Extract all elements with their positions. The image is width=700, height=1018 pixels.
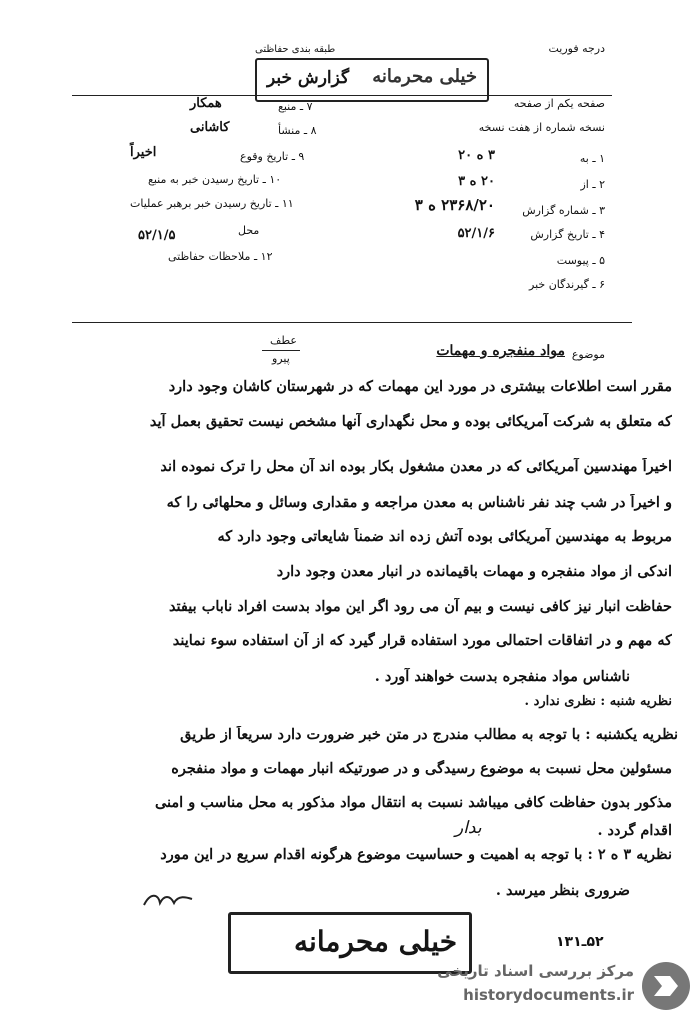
comment-line: مذکور بدون حفاظت کافی میباشد نسبت به انتقال مواد مذکور به محل مناسب و امنی [154, 794, 672, 811]
field-place-label: محل [238, 224, 260, 237]
watermark [418, 958, 696, 1014]
body-line: ناشناس مواد منفجره بدست خواهند آورد . [374, 668, 630, 685]
copy-info: نسخه شماره از هفت نسخه [478, 121, 605, 134]
field-report-date-value: ۵۲/۱/۶ [457, 226, 495, 241]
field-origin-value: کاشانی [190, 120, 230, 135]
comment-source: نظریه شنبه : نظری ندارد . [524, 694, 672, 709]
comment-line: اقدام گردد . [597, 822, 672, 839]
field-leader-received-label: ۱۱ ـ تاریخ رسیدن خبر برهبر عملیات [130, 197, 294, 210]
field-from-value: ۲۰ ه ۳ [458, 174, 495, 189]
subject-label: موضوع [571, 348, 605, 361]
peyro-label: پیرو [272, 352, 290, 365]
atf-rule [262, 350, 300, 351]
field-report-number-label: ۳ ـ شماره گزارش [522, 204, 605, 217]
body-line: مقرر است اطلاعات بیشتری در مورد این مهمات که در شهرستان کاشان وجود دارد [168, 378, 672, 395]
field-security-notes-label: ۱۲ ـ ملاحظات حفاظتی [168, 250, 273, 263]
body-line: حفاظت انبار نیز کافی نیست و بیم آن می رود اگر این مواد بدست افراد ناباب بیفتد [168, 598, 672, 615]
field-occurrence-date-label: ۹ ـ تاریخ وقوع [240, 150, 305, 163]
field-origin-label: ۸ ـ منشأ [278, 124, 317, 137]
field-leader-received-value: ۵۲/۱/۵ [138, 228, 176, 243]
field-attachment-label: ۵ ـ پیوست [556, 254, 605, 267]
comment-line: نظریه یکشنبه : با توجه به مطالب مندرج در متن خبر ضرورت دارد سریعاً از طریق [180, 726, 678, 743]
field-occurrence-date-value: اخیراً [130, 145, 157, 160]
page-number: ۵۲ـ۱۳۱ [556, 934, 604, 950]
comment-third-2: ضروری بنظر میرسد . [495, 882, 630, 899]
header-rule-bottom [72, 322, 632, 323]
report-title: گزارش خبر [267, 68, 350, 88]
classification-top: طبقه بندی حفاظتی [255, 44, 336, 55]
atf-label: عطف [270, 334, 297, 347]
stamp-bottom: خیلی محرمانه [294, 925, 457, 958]
field-source-label: ۷ ـ منبع [278, 100, 313, 113]
page-info: صفحه یکم از صفحه [513, 97, 605, 110]
body-line: اخیراً مهندسین آمریکائی که در معدن مشغول بکار بوده اند آن محل را ترک نموده اند [160, 458, 672, 475]
body-line: مربوط به مهندسین آمریکائی بوده آتش زده اند ضمناً شایعاتی وجود دارد که [217, 528, 672, 545]
field-to-value: ۳ ه ۲۰ [458, 148, 495, 163]
header-rule-top [72, 95, 612, 96]
field-report-number-value: ۲۳۶۸/۲۰ ه ۳ [414, 196, 495, 214]
comment-third: نظریه ۳ ه ۲ : با توجه به اهمیت و حساسیت موضوع هرگونه اقدام سریع در این مورد [160, 846, 672, 863]
field-from-label: ۲ ـ از [580, 178, 605, 191]
field-source-received-label: ۱۰ ـ تاریخ رسیدن خبر به منبع [148, 173, 282, 186]
field-report-date-label: ۴ ـ تاریخ گزارش [530, 228, 605, 241]
watermark-url: historydocuments.ir [463, 986, 634, 1004]
stamp-top: خیلی محرمانه [372, 66, 477, 87]
signature-scribble [140, 885, 200, 915]
field-to-label: ۱ ـ به [579, 152, 605, 165]
subject-value: مواد منفجره و مهمات [436, 343, 565, 359]
handwritten-note: بدار [455, 818, 482, 838]
priority-label: درجه فوریت [548, 42, 605, 55]
archive-logo-icon [640, 960, 692, 1012]
field-source-value: همکار [190, 96, 222, 111]
body-line: که مهم و در اتفاقات احتمالی مورد استفاده قرار گیرد که از آن استفاده سوء نمایند [172, 632, 672, 649]
body-line: و اخیراً در شب چند نفر ناشناس به معدن مراجعه و مقداری وسائل و محلهائی را که [166, 494, 672, 511]
body-line: اندکی از مواد منفجره و مهمات باقیمانده در انبار معدن وجود دارد [276, 563, 672, 580]
field-recipients-label: ۶ ـ گیرندگان خبر [529, 278, 605, 291]
watermark-org: مرکز بررسی اسناد تاریخی [437, 962, 634, 980]
comment-line: مسئولین محل نسبت به موضوع رسیدگی و در صورتیکه انبار مهمات و مواد منفجره [171, 760, 672, 777]
body-line: که متعلق به شرکت آمریکائی بوده و محل نگهداری آنها مشخص نیست تحقیق بعمل آید [149, 413, 672, 430]
